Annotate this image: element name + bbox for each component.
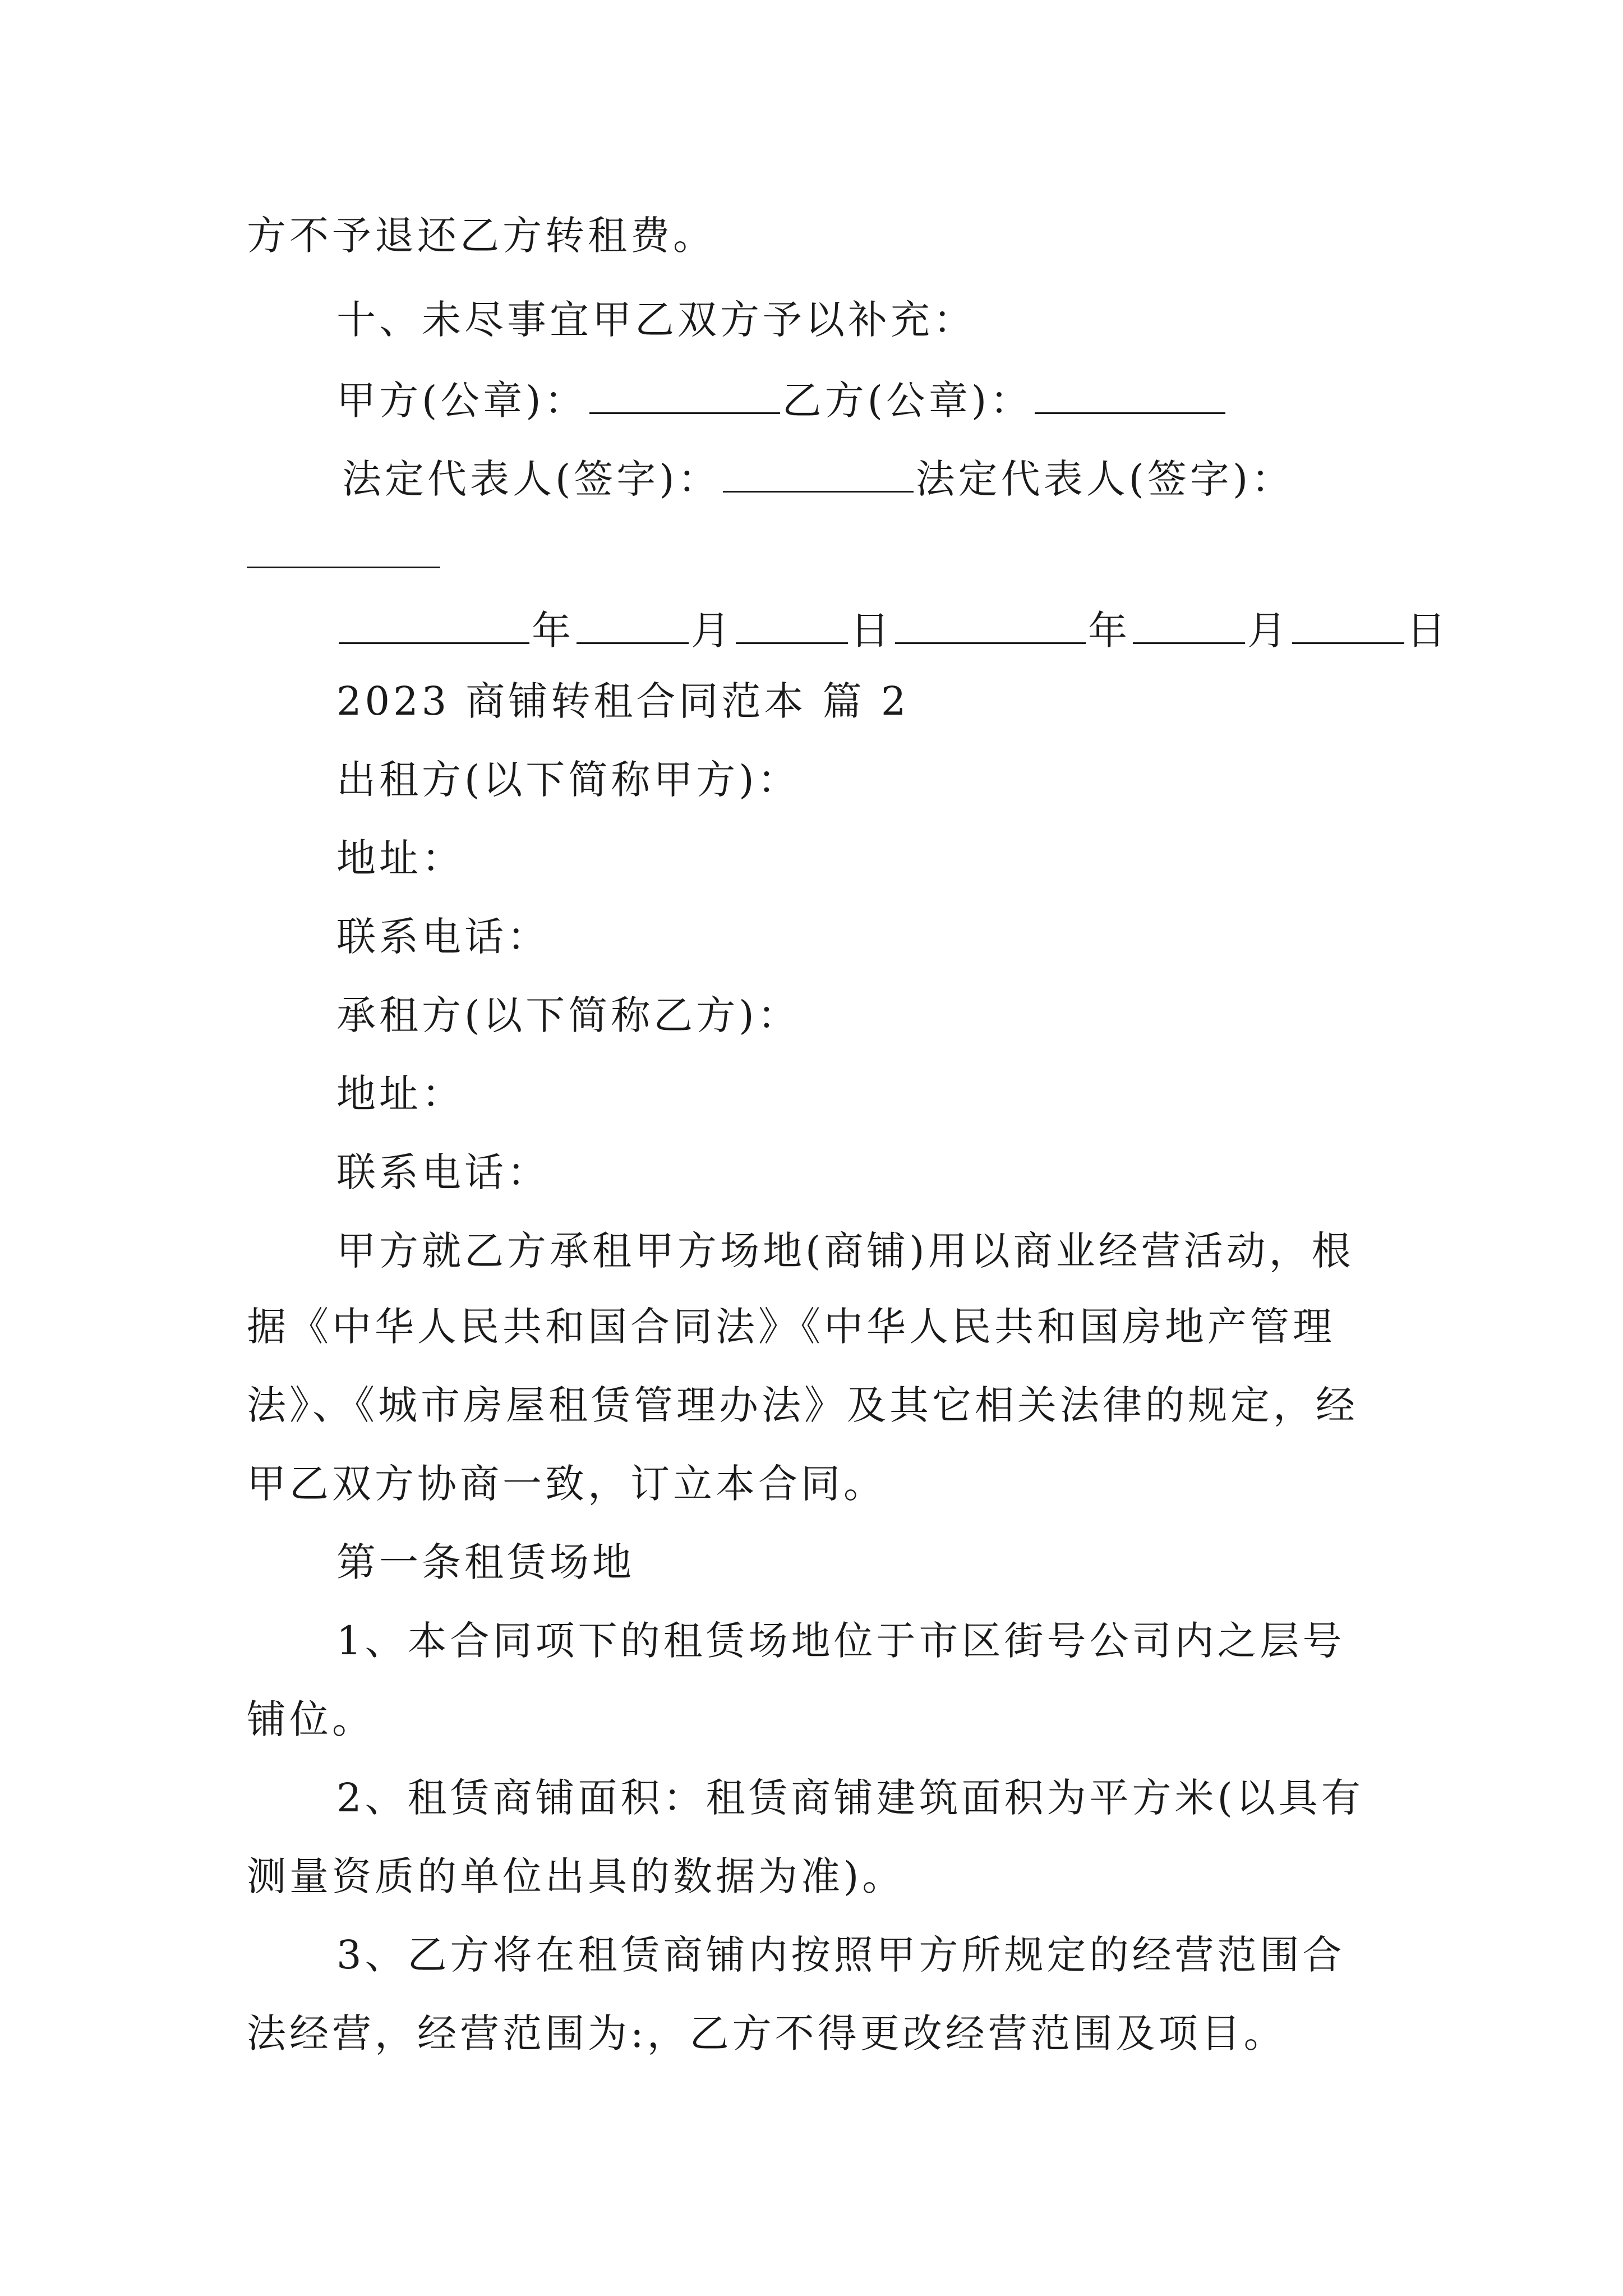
party-a-month-blank bbox=[577, 603, 689, 644]
preamble-line-1: 甲方就乙方承租甲方场地(商铺)用以商业经营活动，根 bbox=[336, 1228, 1354, 1274]
lessee-address-label: 地址： bbox=[336, 1071, 464, 1117]
article-1-item-1-line-2: 铺位。 bbox=[247, 1696, 375, 1742]
article-1-heading: 第一条租赁场地 bbox=[336, 1539, 635, 1585]
party-b-seal-blank bbox=[1035, 373, 1225, 414]
party-b-rep-blank bbox=[247, 567, 440, 568]
article-1-item-1-line-1: 1、本合同项下的租赁场地位于市区街号公司内之层号 bbox=[336, 1618, 1345, 1664]
lessor-label: 出租方(以下简称甲方)： bbox=[336, 757, 800, 803]
section-heading: 2023 商铺转租合同范本 篇 2 bbox=[336, 678, 910, 724]
party-a-year-blank bbox=[339, 603, 529, 644]
party-b-year-blank bbox=[895, 603, 1086, 644]
party-b-rep-label: 法定代表人(签字)： bbox=[915, 456, 1294, 502]
signature-rep-line bbox=[342, 452, 1294, 501]
signature-seal-line bbox=[336, 373, 1228, 423]
party-a-rep-label: 法定代表人(签字)： bbox=[342, 456, 721, 502]
party-b-month-label: 月 bbox=[1247, 608, 1290, 654]
preamble-line-2: 据《中华人民共和国合同法》《中华人民共和国房地产管理 bbox=[247, 1304, 1335, 1350]
preamble-line-4: 甲乙双方协商一致，订立本合同。 bbox=[247, 1461, 886, 1507]
text-line-2: 十、未尽事宜甲乙双方予以补充： bbox=[336, 297, 976, 343]
party-b-seal-label: 乙方(公章)： bbox=[782, 378, 1033, 424]
lessee-label: 承租方(以下简称乙方)： bbox=[336, 992, 800, 1038]
party-a-day-blank bbox=[736, 603, 848, 644]
party-b-day-label: 日 bbox=[1407, 608, 1449, 654]
article-1-item-3-line-2: 法经营，经营范围为:，乙方不得更改经营范围及项目。 bbox=[247, 2010, 1287, 2056]
date-line bbox=[336, 603, 1449, 653]
article-1-item-3-line-1: 3、乙方将在租赁商铺内按照甲方所规定的经营范围合 bbox=[336, 1932, 1345, 1978]
party-b-month-blank bbox=[1133, 603, 1245, 644]
party-a-rep-blank bbox=[723, 452, 914, 493]
party-a-month-label: 月 bbox=[691, 608, 734, 654]
article-1-item-2-line-2: 测量资质的单位出具的数据为准)。 bbox=[247, 1853, 905, 1899]
article-1-item-2-line-1: 2、租赁商铺面积：租赁商铺建筑面积为平方米(以具有 bbox=[336, 1775, 1364, 1821]
party-a-seal-blank bbox=[589, 373, 780, 414]
lessor-address-label: 地址： bbox=[336, 835, 464, 881]
preamble-line-3: 法》、《城市房屋租赁管理办法》及其它相关法律的规定，经 bbox=[247, 1382, 1358, 1428]
lessee-phone-label: 联系电话： bbox=[336, 1149, 550, 1195]
party-a-year-label: 年 bbox=[532, 608, 574, 654]
text-line-1: 方不予退还乙方转租费。 bbox=[247, 213, 716, 259]
party-a-seal-label: 甲方(公章)： bbox=[336, 378, 587, 424]
party-b-day-blank bbox=[1292, 603, 1404, 644]
lessor-phone-label: 联系电话： bbox=[336, 914, 550, 960]
party-a-day-label: 日 bbox=[850, 608, 893, 654]
party-b-year-label: 年 bbox=[1088, 608, 1131, 654]
